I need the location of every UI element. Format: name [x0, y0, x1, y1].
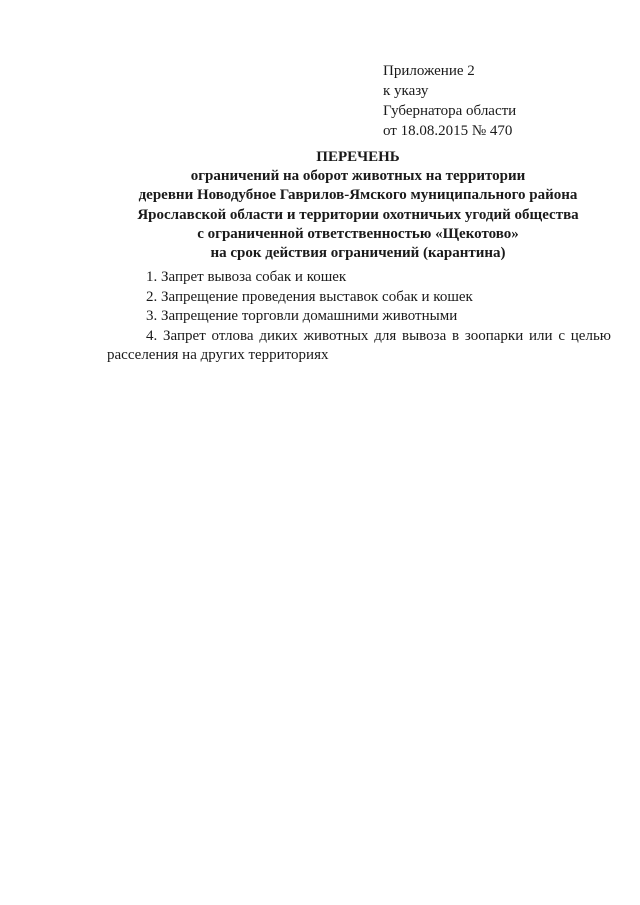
restriction-item-1: 1. Запрет вывоза собак и кошек: [146, 269, 347, 285]
document-heading: [60, 148, 640, 263]
document-title: ПЕРЕЧЕНЬ: [316, 149, 400, 165]
restriction-item-4: 4. Запрет отлова диких животных для вывоза в зоопарки или с целью расселения на других территориях: [107, 327, 611, 363]
restriction-item-2: 2. Запрещение проведения выставок собак и кошек: [146, 288, 473, 305]
appendix-reference: [383, 61, 516, 141]
heading-line-2: деревни Новодубное Гаврилов-Ямского муниципального района: [138, 187, 578, 204]
appendix-line-decree: к указу: [383, 83, 429, 99]
appendix-line-number: Приложение 2: [383, 63, 475, 79]
heading-line-5: на срок действия ограничений (карантина): [210, 245, 506, 262]
restriction-item-3: 3. Запрещение торговли домашними животными: [146, 308, 458, 324]
heading-line-4: с ограниченной ответственностью «Щекотово»: [197, 225, 519, 242]
heading-line-1: ограничений на оборот животных на территории: [190, 168, 526, 185]
appendix-line-governor: Губернатора области: [383, 103, 517, 119]
heading-line-3: Ярославской области и территории охотничьих угодий общества: [137, 206, 579, 223]
appendix-line-date: от 18.08.2015 № 470: [383, 123, 513, 139]
restrictions-list: [107, 268, 611, 366]
